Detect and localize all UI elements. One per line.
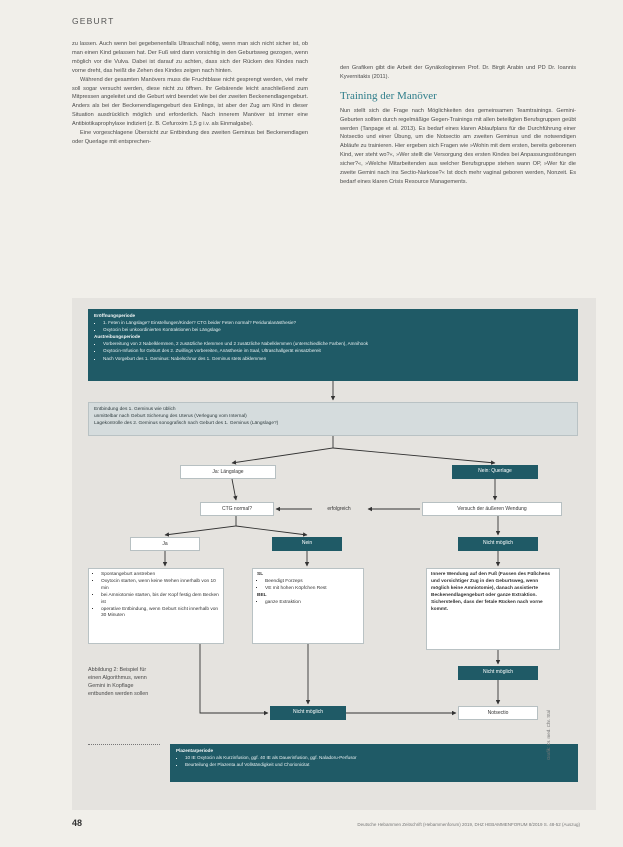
graphic-credit: Grafik: Dr. med. Chr. Stal: [546, 709, 551, 760]
stage-title: Eröffnungsperiode: [94, 313, 136, 318]
step-line: Entbindung des 1. Geminus wie üblich: [94, 407, 176, 412]
sl-label: SL: [257, 572, 264, 577]
paragraph: Während der gesamten Manövers muss die Fruchtblase nicht gesprengt werden, viel mehr soll sogar versucht werden, diese nicht zu öffnen. Ihr Gebärende leicht anschließend zum Mitpressen angeleitet und die Geburt wird beendet wie bei der zweiten Beckenendlagengeburt. Anders als bei der Beckenendlagengeburt des Einlings, ist aber der Zug am Kind in dieser Situation ausdrücklich möglich und erforderlich. Nach innerem Manöver ist immer eine Antibiotikaprophylaxe indiziert (z. B. Cefuroxim 1,5 g i.v. als Einmalgabe).: [72, 76, 308, 128]
no-box: Nein: [272, 537, 342, 551]
list-item: ▪ VE mit hohen Köpfchen Rest: [265, 586, 359, 593]
paragraph: Eine vorgeschlagene Übersicht zur Entbindung des zweiten Geminus bei Beckenendlagen oder Querlage mit entsprechen-: [72, 130, 308, 145]
paragraph: den Grafiken gibt die Arbeit der Gynäkologinnen Prof. Dr. Birgit Arabin und PD Dr. Ioannis Kyvernitakis (2011).: [340, 65, 576, 80]
figure-caption: Abbildung 2: Beispiel für einen Algorithmus, wenn Gemini in Kopflage entbunden werden sollen: [88, 667, 149, 697]
internal-version-box: Innere Wendung auf den Fuß (Fassen des Füßchens und vorsichtiger Zug in den Geburtsweg, wenn möglich keine Amniotomie), danach assistierte Beckenendlagengeburt oder ganze Extraktion. Sicherstellen, dass der fetale Rücken nach vorne kommt.: [426, 568, 560, 650]
ctg-normal-box: CTG normal?: [200, 502, 274, 516]
list-item: ▪ Nach Vorgeburt des 1. Geminus: Nabelschnur des 1. Geminus stets abklemmen: [103, 355, 572, 362]
list-item: ▪ 1. Feten in Längslage? Einstellungen/Kinder? CTG beider Feten normal? Periduralanästhesie?: [103, 319, 572, 326]
list-item: ▪ bei Amniotomie starten, bis der Kopf festig dem Becken ist: [101, 593, 219, 607]
list-item: ▪ Oxytocin bei unkoordinierten Kontraktionen bei Längslage: [103, 326, 572, 333]
list-item: ▪ Oxytocin starten, wenn keine Wehen innerhalb von 10 min: [101, 579, 219, 593]
list-item: ▪ Spontangeburt anstreben: [101, 572, 219, 579]
successful-label: erfolgreich: [327, 506, 351, 512]
stage-title: Austreibungsperiode: [94, 334, 141, 340]
yes-longitudinal-box: Ja: Längslage: [180, 465, 276, 479]
paragraph: zu lassen. Auch wenn bei gegebenenfalls Ultraschall nötig, wenn man sich nicht sicher ist, ob man einen Kind gelassen hat. Der Fuß wird dann vorsichtig in den Geburtsweg gezogen, wenn möglich vor die Vulva. Dabei ist darauf zu achten, dass sich der Rücken des Kindes nach vorne dreht, das heißt die Zehen des Kindes zeigen nach hinten.: [72, 41, 308, 74]
list-item: ▪ ganze Extraktion: [265, 600, 359, 607]
footer-reference: Deutsche Hebammen Zeitschrift (Hebammenforum) 2019, DHZ HEBAMMENFORUM 8/2019 S. 48-52 (Auszug): [357, 822, 580, 827]
external-version-box: Versuch der äußeren Wendung: [422, 502, 562, 516]
section-heading: Training der Manöver: [340, 89, 437, 102]
paragraph: Nun stellt sich die Frage nach Möglichkeiten des gemeinsamen Teamtrainings. Gemini-Geburten sollten durch regelmäßige Gegen-Trainings mit allen beteiligten Berufsgruppen geübt werden (Tanpage et al. 2013). Es bedarf eines klaren Ablaufplans für die Durchführung einer Notsectio und einer Übung, um die Notsectio am zweiten Geminus und die notwendigen Abläufe zu trainieren. Hier ergeben sich Fragen wie »Wohin mit dem ersten, bereits geborenen Kind, wer steht wo?«, »Wer stellt die Versorgung des ersten Kindes bei Anpassungsstörungen sicher?«, »Welche Mitarbeitenden aus welcher Berufsgruppe stehen wann OP, »Wer für die zweite Gemini nach ins Sectio-Narkose?« Ist doch mehr vaginal geboren werden, Nonzeit. Es bedarf eines klaren Crisis Resource Managements.: [340, 107, 576, 185]
bel-label: BEL: [257, 592, 267, 598]
section-header: GEBURT: [72, 16, 115, 26]
list-item: ▪ Vorbereitung von 2 Nabelklemmen, 2 zusätzliche Klemmen und 2 zusätzliche Nabelklemmen (unterschiedliche Farben), Amnihook: [103, 340, 572, 347]
not-possible-box: Nicht möglich: [458, 537, 538, 551]
step-line: Lagekontrolle des 2. Geminus sonografisch nach Geburt des 1. Geminus (Längslage?): [94, 421, 279, 426]
list-item: ▪ operative Entbindung, wenn Geburt nicht innerhalb von 30 Minuten: [101, 607, 219, 621]
step-line: unmittelbar nach Geburt Sicherung des Uterus (Verlegung vom Internal): [94, 414, 247, 419]
not-possible-box: Nicht möglich: [270, 706, 346, 720]
not-possible-box: Nicht möglich: [458, 666, 538, 680]
list-item: ▪ Beendigt Forzeps: [265, 579, 359, 586]
stage-title: Plazentarperiode: [176, 748, 214, 753]
yes-box: Ja: [130, 537, 200, 551]
page-number: 48: [72, 818, 83, 828]
emergency-cesarean-box: Notsectio: [458, 706, 538, 720]
list-item: ▪ Beurteilung der Plazenta auf Vollständigkeit und Chorionicitat: [185, 761, 572, 768]
no-transverse-box: Nein: Querlage: [452, 465, 538, 479]
list-item: ▪ 10 IE Oxytocin als Kurzinfusion, ggf. 40 IE als Dauerinfusion, ggf. Naladoru-Perfusor: [185, 754, 572, 761]
list-item: ▪ Oxytocin-Infusion für Geburt des 2. Zwillings vorbereiten, Anästhesie im Saal, Ultraschallgerät einsatzbereit: [103, 347, 572, 354]
